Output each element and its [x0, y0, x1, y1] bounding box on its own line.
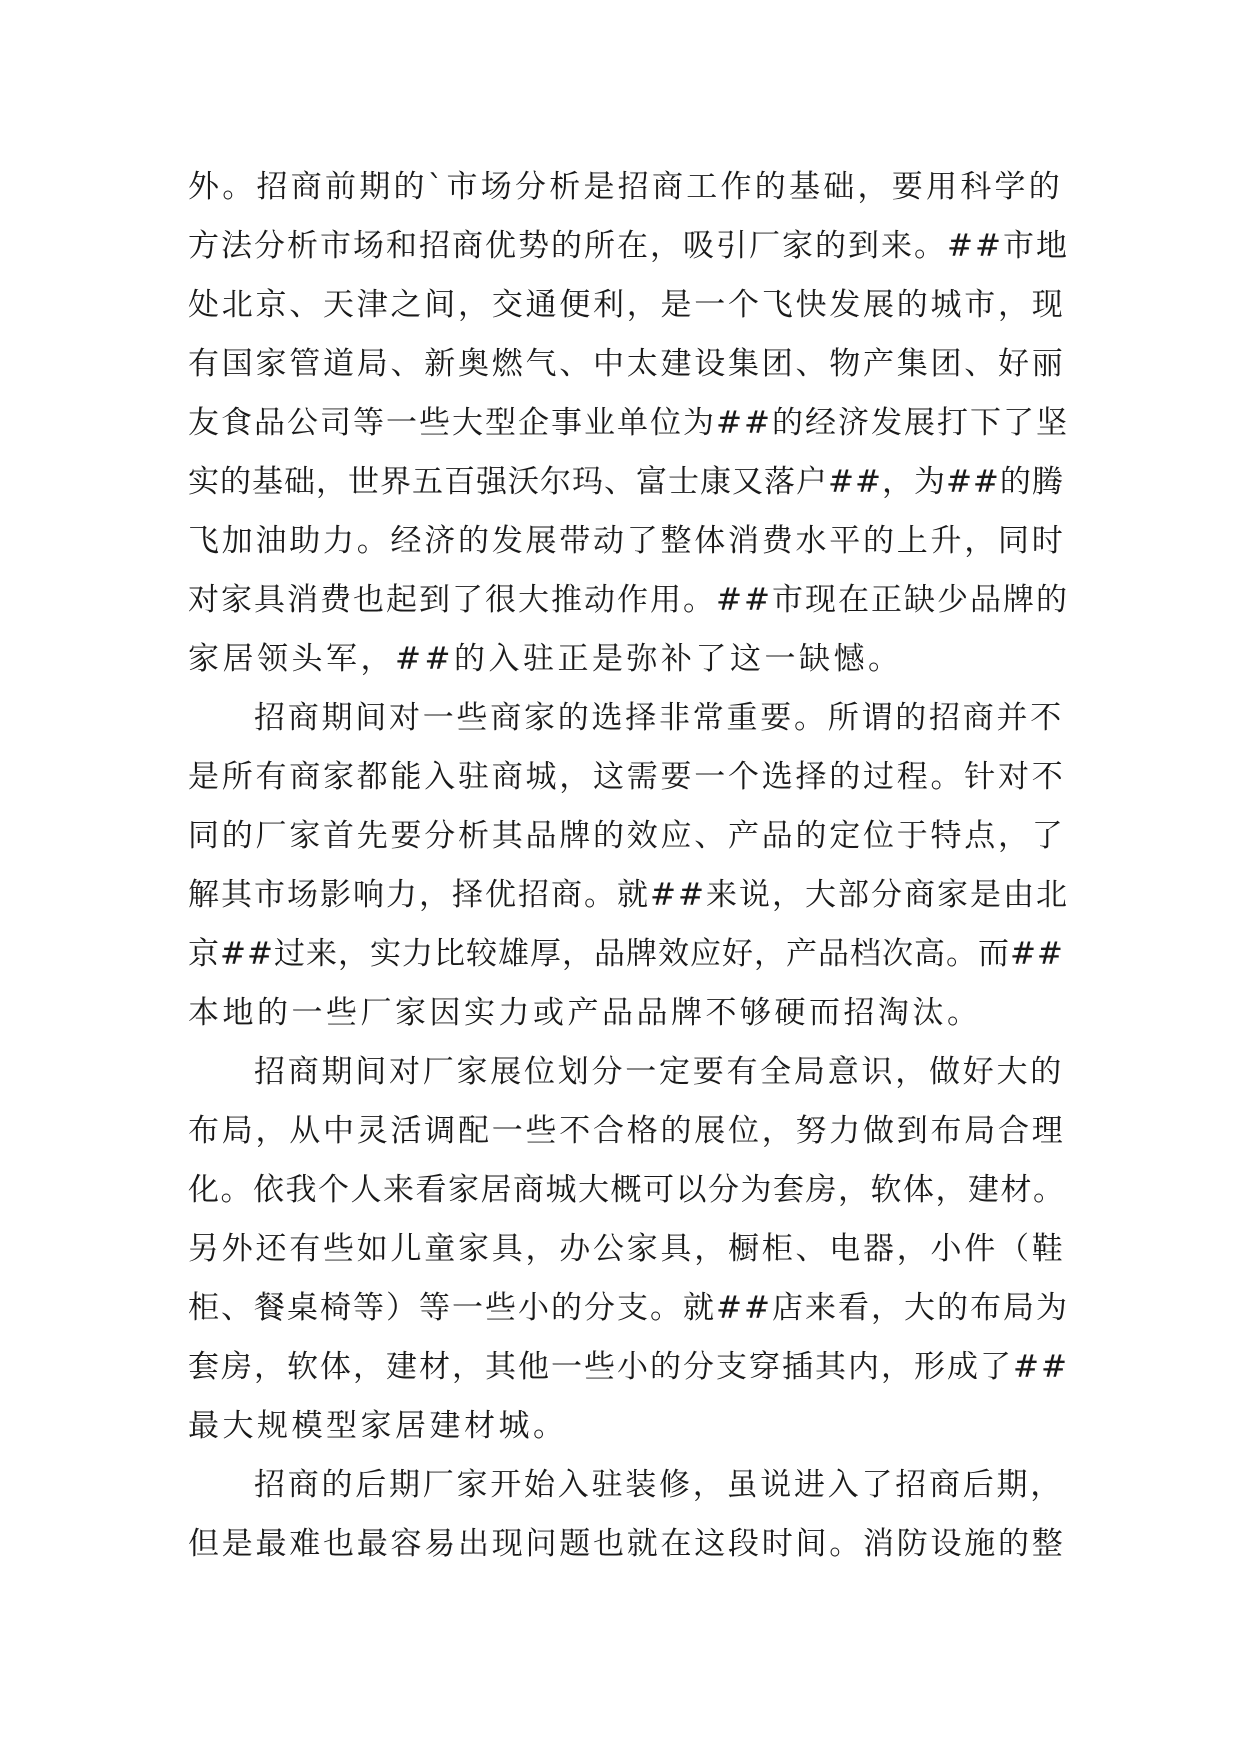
text-line: 有国家管道局、新奥燃气、中太建设集团、物产集团、好丽	[188, 346, 1066, 382]
paragraph-2	[188, 689, 1068, 1043]
text-line: 家居领头军，##的入驻正是弥补了这一缺憾。	[188, 641, 903, 677]
text-line: 化。依我个人来看家居商城大概可以分为套房，软体，建材。	[188, 1172, 1066, 1208]
text-line: 方法分析市场和招商优势的所在，吸引厂家的到来。##市地	[188, 228, 1069, 264]
text-line: 布局，从中灵活调配一些不合格的展位，努力做到布局合理	[188, 1113, 1066, 1149]
text-line: 友食品公司等一些大型企事业单位为##的经济发展打下了坚	[188, 405, 1069, 441]
text-line: 套房，软体，建材，其他一些小的分支穿插其内，形成了##	[188, 1349, 1069, 1385]
paragraph-4	[188, 1456, 1068, 1574]
text-line: 外。招商前期的`市场分析是招商工作的基础，要用科学的	[188, 169, 1063, 205]
text-line: 柜、餐桌椅等）等一些小的分支。就##店来看，大的布局为	[188, 1290, 1069, 1326]
text-line: 招商期间对厂家展位划分一定要有全局意识，做好大的	[254, 1054, 1064, 1090]
text-line: 最大规模型家居建材城。	[188, 1408, 568, 1444]
text-line: 同的厂家首先要分析其品牌的效应、产品的定位于特点，了	[188, 818, 1066, 854]
text-line: 本地的一些厂家因实力或产品品牌不够硬而招淘汰。	[188, 995, 982, 1031]
text-line: 招商期间对一些商家的选择非常重要。所谓的招商并不	[254, 700, 1064, 736]
text-line: 解其市场影响力，择优招商。就##来说，大部分商家是由北	[188, 877, 1069, 913]
text-line: 实的基础，世界五百强沃尔玛、富士康又落户##，为##的腾	[188, 464, 1064, 500]
text-line: 另外还有些如儿童家具，办公家具，橱柜、电器，小件（鞋	[188, 1231, 1066, 1267]
paragraph-1	[188, 158, 1068, 689]
paragraph-3	[188, 1043, 1068, 1456]
text-line: 但是最难也最容易出现问题也就在这段时间。消防设施的整	[188, 1526, 1066, 1562]
text-line: 飞加油助力。经济的发展带动了整体消费水平的上升，同时	[188, 523, 1066, 559]
text-line: 对家具消费也起到了很大推动作用。##市现在正缺少品牌的	[188, 582, 1069, 618]
text-line: 招商的后期厂家开始入驻装修，虽说进入了招商后期，	[254, 1467, 1064, 1503]
body-text	[188, 158, 1068, 1574]
text-line: 是所有商家都能入驻商城，这需要一个选择的过程。针对不	[188, 759, 1066, 795]
text-line: 处北京、天津之间，交通便利，是一个飞快发展的城市，现	[188, 287, 1066, 323]
text-line: 京##过来，实力比较雄厚，品牌效应好，产品档次高。而##	[188, 936, 1064, 972]
